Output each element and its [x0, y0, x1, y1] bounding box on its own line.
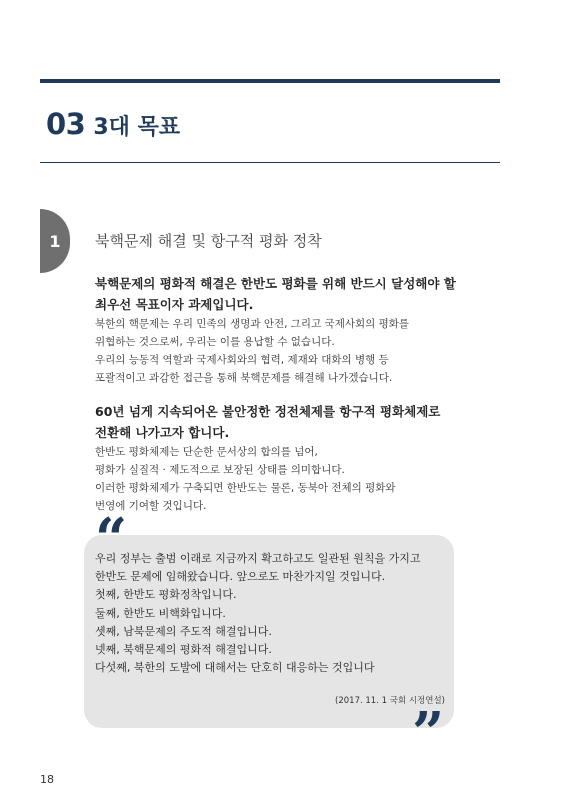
section-number-badge: 1 [40, 209, 70, 273]
body-line: 포괄적이고 과감한 접근을 통해 북핵문제를 해결해 나가겠습니다. [95, 372, 393, 384]
top-rule [40, 79, 500, 83]
quote-line: 셋째, 남북문제의 주도적 해결입니다. [95, 624, 272, 638]
lead-statement [95, 273, 460, 315]
open-quote-icon: “ [95, 506, 128, 572]
quote-line: 한반도 문제에 임해왔습니다. 앞으로도 마찬가지일 것입니다. [95, 570, 386, 584]
body-line: 북한의 핵문제는 우리 민족의 생명과 안전, 그리고 국제사회의 평화를 [95, 318, 410, 330]
quote-line: 넷째, 북핵문제의 평화적 해결입니다. [95, 643, 272, 657]
body-line: 번영에 기여할 것입니다. [95, 500, 207, 512]
body-text [95, 315, 460, 387]
quote-line: 다섯째, 북한의 도발에 대해서는 단호히 대응하는 것입니다 [95, 661, 375, 675]
chapter-heading [46, 107, 180, 147]
quote-line: 둘째, 한반도 비핵화입니다. [95, 606, 226, 620]
lead-statement [95, 401, 460, 443]
heading-rule [40, 162, 500, 163]
lead-line: 60년 넘게 지속되어온 불안정한 정전체제를 항구적 평화체제로 [95, 404, 441, 419]
quote-source: (2017. 11. 1 국회 시정연설) [335, 696, 445, 706]
page-number: 18 [40, 773, 54, 786]
quote-line: 우리 정부는 출범 이래로 지금까지 확고하고도 일관된 원칙을 가지고 [95, 552, 421, 565]
chapter-title: 3대 목표 [93, 115, 181, 140]
quote-line: 첫째, 한반도 평화정착입니다. [95, 588, 237, 602]
body-line: 평화가 실질적 · 제도적으로 보장된 상태를 의미합니다. [95, 464, 345, 476]
lead-line: 북핵문제의 평화적 해결은 한반도 평화를 위해 반드시 달성해야 할 [95, 276, 456, 291]
lead-line: 전환해 나가고자 합니다. [95, 425, 230, 440]
body-line: 우리의 능동적 역할과 국제사회와의 협력, 제재와 대화의 병행 등 [95, 354, 389, 366]
chapter-number: 03 [46, 107, 86, 141]
body-line: 위협하는 것으로써, 우리는 이를 용납할 수 없습니다. [95, 336, 335, 348]
body-text [95, 443, 460, 515]
paragraph-block-1 [95, 273, 460, 387]
body-line: 이러한 평화체제가 구축되면 한반도는 물론, 동북아 전체의 평화와 [95, 482, 396, 494]
section-title: 북핵문제 해결 및 항구적 평화 정착 [95, 232, 322, 250]
quote-text [95, 550, 445, 677]
lead-line: 최우선 목표이자 과제입니다. [95, 297, 254, 312]
close-quote-icon: ” [412, 700, 445, 766]
body-line: 한반도 평화체제는 단순한 문서상의 합의를 넘어, [95, 446, 318, 458]
paragraph-block-2 [95, 401, 460, 515]
